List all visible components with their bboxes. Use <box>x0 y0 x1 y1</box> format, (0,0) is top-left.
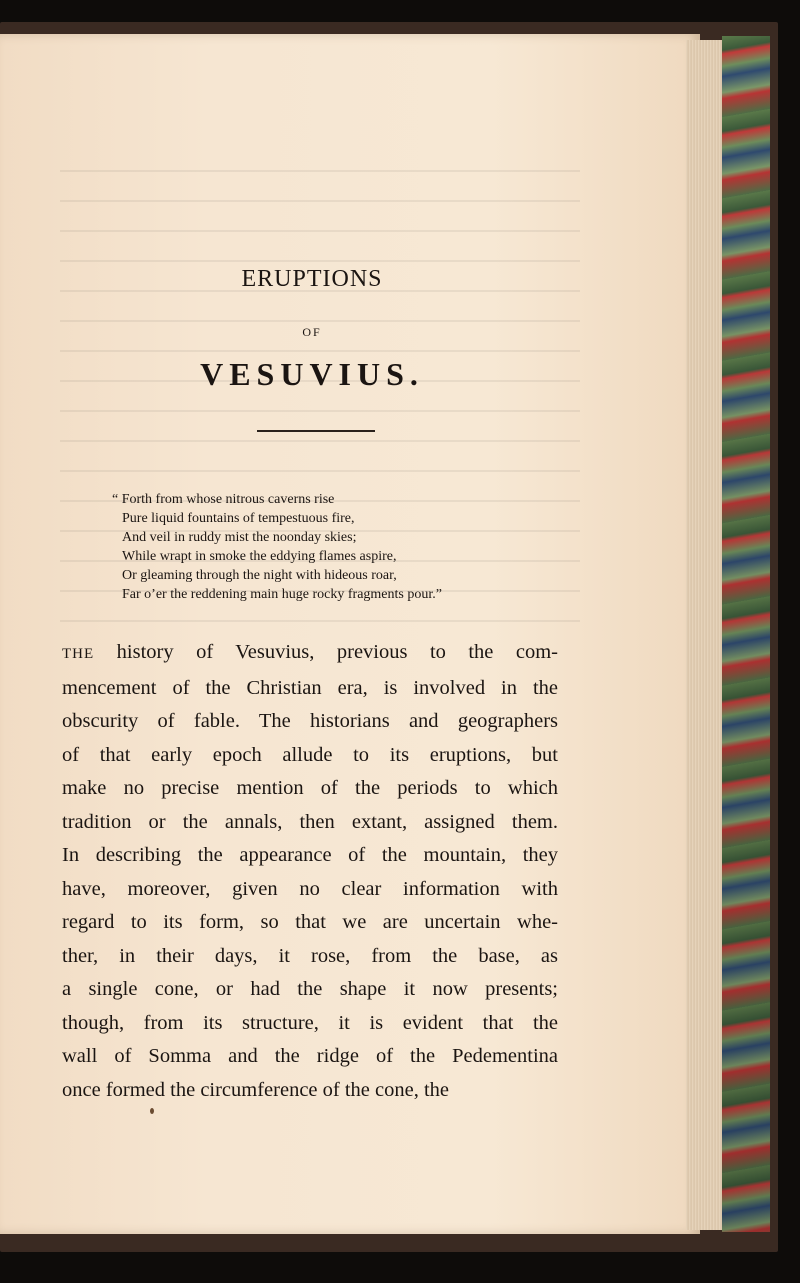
body-line: have, moreover, given no clear information with <box>62 877 558 900</box>
body-line: though, from its structure, it is evident that the <box>62 1011 558 1034</box>
epigraph-verse <box>112 490 542 604</box>
body-line: of that early epoch allude to its eruptions, but <box>62 743 558 766</box>
body-line-text: history of Vesuvius, previous to the com- <box>116 641 559 663</box>
chapter-title-vesuvius: VESUVIUS. <box>200 356 424 392</box>
body-line: ther, in their days, it rose, from the base, as <box>62 944 558 967</box>
body-line: make no precise mention of the periods to which <box>62 777 558 799</box>
small-caps-opening: THE <box>62 646 95 662</box>
chapter-title: ERUPTIONS <box>241 266 383 292</box>
body-line <box>62 636 558 672</box>
verse-line: Pure liquid fountains of tempestuous fire, <box>122 511 355 526</box>
chapter-title-of: OF <box>302 325 322 339</box>
ink-speck <box>150 1108 154 1114</box>
page-edges <box>686 40 724 1230</box>
verse-line: Or gleaming through the night with hideous roar, <box>122 568 397 583</box>
body-line: a single cone, or had the shape it now presents; <box>62 978 558 1000</box>
body-line: wall of Somma and the ridge of the Pedementina <box>62 1045 558 1067</box>
body-line: tradition or the annals, then extant, assigned them. <box>62 810 558 833</box>
verse-line: Far o’er the reddening main huge rocky fragments pour.” <box>122 587 442 602</box>
body-line: In describing the appearance of the mountain, they <box>62 844 558 866</box>
body-line: mencement of the Christian era, is involved in the <box>62 676 558 699</box>
marbled-endpaper <box>722 36 770 1232</box>
verse-line: And veil in ruddy mist the noonday skies; <box>122 530 357 545</box>
body-paragraph <box>62 636 558 1107</box>
verse-line: “ Forth from whose nitrous caverns rise <box>112 492 335 507</box>
verse-line: While wrapt in smoke the eddying flames aspire, <box>122 549 397 564</box>
title-rule <box>257 430 375 432</box>
body-line: obscurity of fable. The historians and geographers <box>62 710 558 732</box>
body-line: once formed the circumference of the cone, the <box>62 1078 450 1101</box>
body-line: regard to its form, so that we are uncertain whe- <box>62 911 558 933</box>
